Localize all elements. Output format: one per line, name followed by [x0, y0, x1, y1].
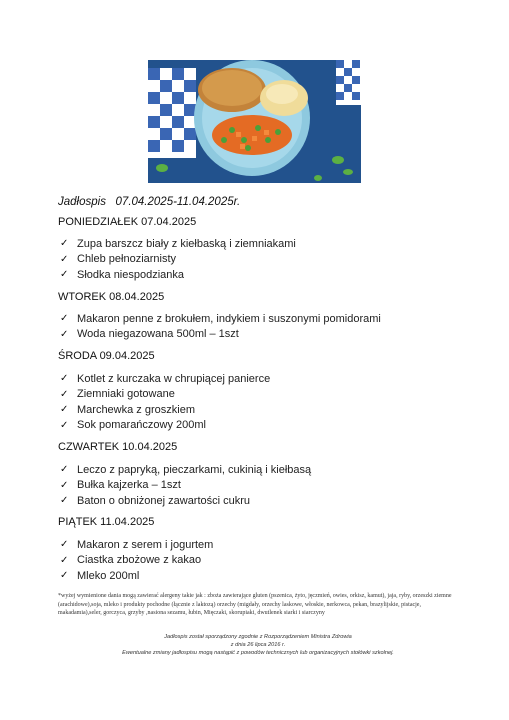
footer-changes-note: Ewentualne zmiany jadłospisu mogą nastąpić z powodów technicznych lub organizacyjnych stołówki szkolnej.	[122, 650, 394, 656]
check-icon: ✓	[60, 464, 69, 476]
check-icon: ✓	[60, 539, 69, 551]
food-photo	[148, 60, 361, 183]
list-item: ✓ Leczo z papryką, pieczarkami, cukinią i kiełbasą	[60, 463, 312, 476]
check-icon: ✓	[60, 388, 69, 400]
day-list-wednesday	[60, 371, 270, 433]
day-list-friday	[60, 537, 213, 584]
list-item: ✓ Zupa barszcz biały z kiełbaską i ziemniakami	[60, 237, 296, 250]
check-icon: ✓	[60, 495, 69, 507]
day-list-tuesday	[60, 311, 381, 342]
list-item: ✓ Mleko 200ml	[60, 569, 140, 582]
day-heading-friday: PIĄTEK 11.04.2025	[58, 516, 155, 528]
footer-regulation-line1: Jadłospis został sporządzony zgodnie z Rozporządzeniem Ministra Zdrowia	[164, 634, 352, 640]
list-item: ✓ Makaron z serem i jogurtem	[60, 538, 214, 551]
check-icon: ✓	[60, 313, 69, 325]
check-icon: ✓	[60, 253, 69, 265]
check-icon: ✓	[60, 479, 69, 491]
list-item: ✓ Sok pomarańczowy 200ml	[60, 419, 207, 432]
list-item: ✓ Marchewka z groszkiem	[60, 403, 195, 416]
check-icon: ✓	[60, 404, 69, 416]
check-icon: ✓	[60, 269, 69, 281]
check-icon: ✓	[60, 328, 69, 340]
list-item: ✓ Chleb pełnoziarnisty	[60, 253, 177, 266]
check-icon: ✓	[60, 373, 69, 385]
day-heading-monday: PONIEDZIAŁEK 07.04.2025	[58, 216, 197, 228]
day-heading-tuesday: WTOREK 08.04.2025	[58, 291, 165, 303]
check-icon: ✓	[60, 419, 69, 431]
check-icon: ✓	[60, 554, 69, 566]
footer-regulation-line2: z dnia 26 lipca 2016 r.	[230, 642, 286, 648]
check-icon: ✓	[60, 570, 69, 582]
list-item: ✓ Bułka kajzerka – 1szt	[60, 479, 181, 492]
list-item: ✓ Makaron penne z brokułem, indykiem i suszonymi pomidorami	[60, 312, 381, 325]
day-heading-thursday: CZWARTEK 10.04.2025	[58, 441, 178, 453]
list-item: ✓ Ziemniaki gotowane	[60, 388, 175, 401]
list-item: ✓ Woda niegazowana 500ml – 1szt	[60, 328, 239, 341]
check-icon: ✓	[60, 238, 69, 250]
menu-title: Jadłospis 07.04.2025-11.04.2025r.	[58, 196, 241, 208]
list-item: ✓ Ciastka zbożowe z kakao	[60, 554, 202, 567]
list-item: ✓ Słodka niespodzianka	[60, 268, 185, 281]
day-list-monday	[60, 236, 296, 283]
list-item: ✓ Baton o obniżonej zawartości cukru	[60, 494, 251, 507]
day-list-thursday	[60, 462, 311, 509]
allergen-note: *wyżej wymienione dania mogą zawierać alergeny takie jak : zboża zawierające gluten (pszenica, żyto, jęczmień, owies, orkisz, kamut), jaja, ryby, orzeszki ziemne (arachidowe),soja, mleko i produkty pochodne (łącznie z laktozą) orzechy (migdały, orzechy laskowe, włoskie, nerkowca, pekan, brazylijskie, pistacje, makadamia),seler, gorczyca, grzyby ,nasiona sezamu, łubin, Mięczaki, skorupiaki, dwutlenek siarki i siarczyny	[58, 593, 452, 616]
list-item: ✓ Kotlet z kurczaka w chrupiącej panierce	[60, 372, 271, 385]
day-heading-wednesday: ŚRODA 09.04.2025	[58, 350, 155, 362]
